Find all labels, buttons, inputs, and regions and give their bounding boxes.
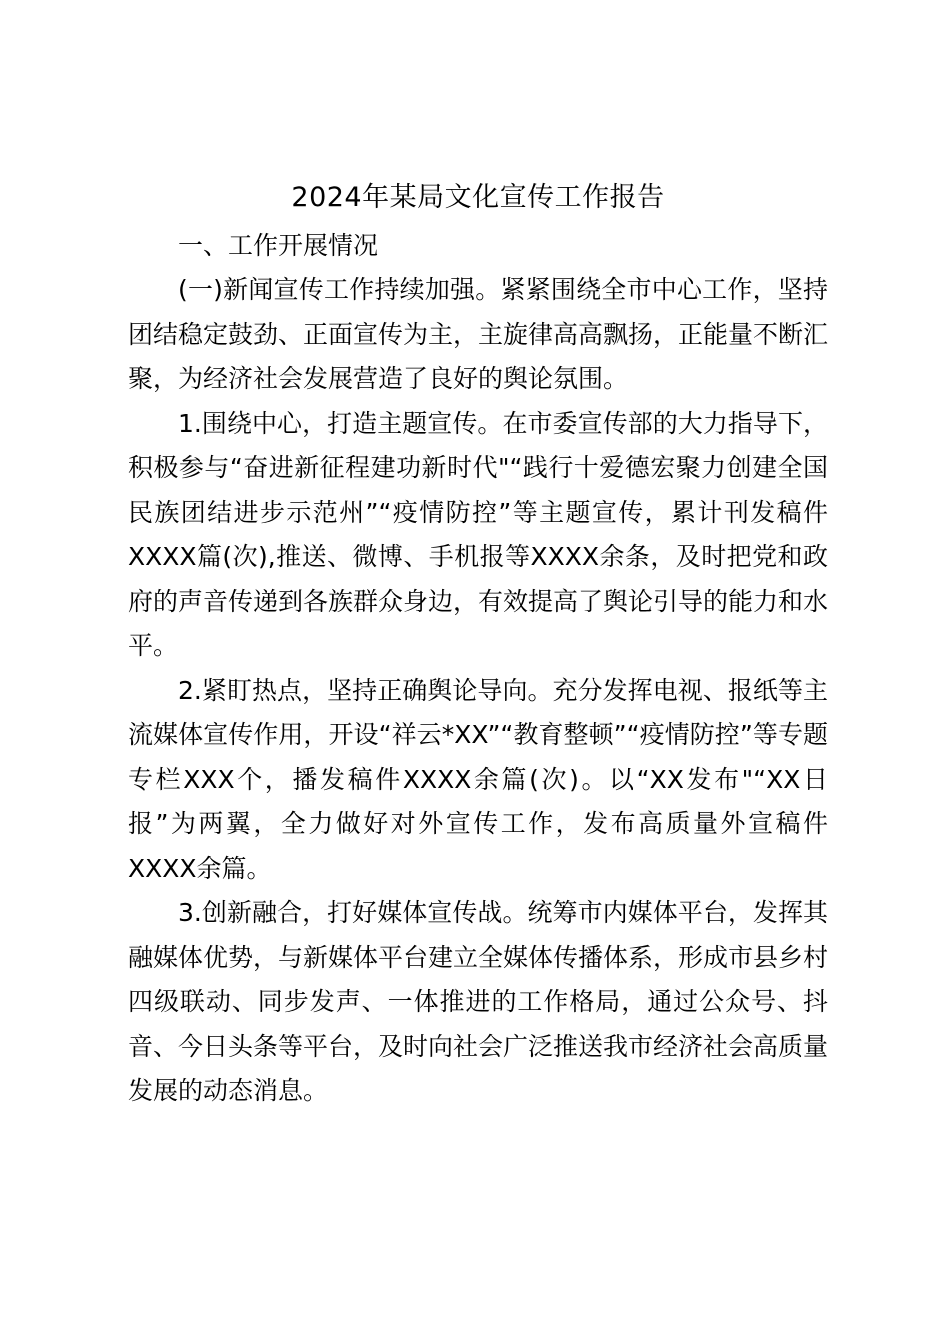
- paragraph-media-integration: 3.创新融合，打好媒体宣传战。统筹市内媒体平台，发挥其融媒体优势，与新媒体平台建立全媒体传播体系，形成市县乡村四级联动、同步发声、一体推进的工作格局，通过公众号、抖音、今日头条等平台，及时向社会广泛推送我市经济社会高质量发展的动态消息。: [128, 898, 829, 1105]
- document-title: 2024年某局文化宣传工作报告: [291, 182, 665, 213]
- paragraph-public-opinion: 2.紧盯热点，坚持正确舆论导向。充分发挥电视、报纸等主流媒体宣传作用，开设“祥云*XX”“教育整顿”“疫情防控”等专题专栏XXX个，播发稿件XXXX余篇(次)。以“XX发布"“XX日报”为两翼，全力做好对外宣传工作，发布高质量外宣稿件XXXX余篇。: [128, 675, 828, 883]
- paragraph-theme-publicity: 1.围绕中心，打造主题宣传。在市委宣传部的大力指导下，积极参与“奋进新征程建功新时代"“践行十爱德宏聚力创建全国民族团结进步示范州”“疫情防控”等主题宣传，累计刊发稿件XXXX篇(次),推送、微博、手机报等XXXX余条，及时把党和政府的声音传递到各族群众身边，有效提高了舆论引导的能力和水平。: [128, 408, 829, 660]
- document-page: [128, 172, 828, 1114]
- paragraph-news-publicity: (一)新闻宣传工作持续加强。紧紧围绕全市中心工作，坚持团结稳定鼓劲、正面宣传为主，主旋律高高飘扬，正能量不断汇聚，为经济社会发展营造了良好的舆论氛围。: [128, 275, 829, 393]
- section-heading: 一、工作开展情况: [178, 231, 379, 260]
